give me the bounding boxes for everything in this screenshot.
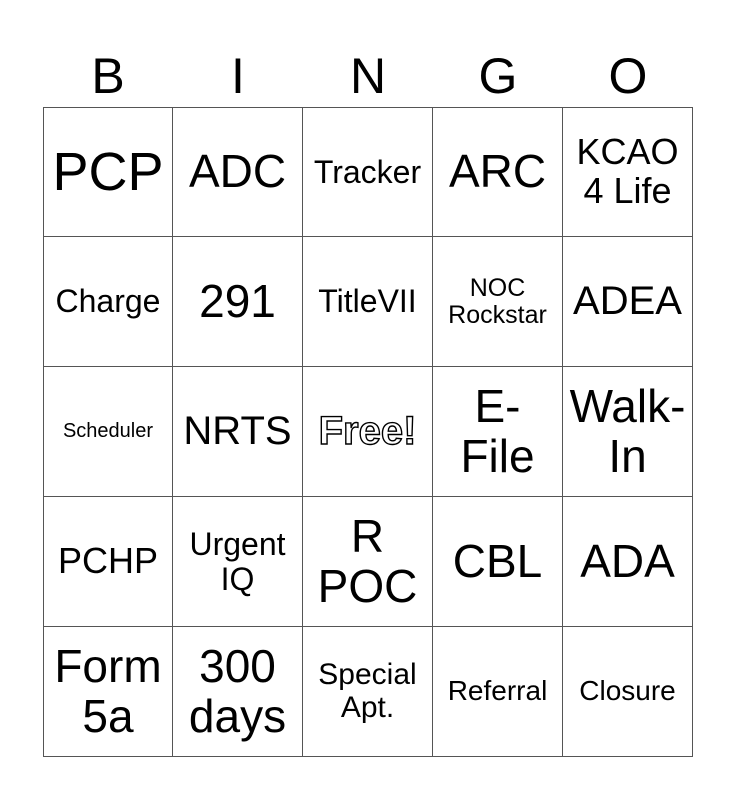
cell-special-apt[interactable] — [303, 627, 433, 757]
cell-cbl[interactable] — [433, 497, 563, 627]
header-letter-i: I — [231, 48, 245, 104]
cell-referral[interactable] — [433, 627, 563, 757]
cell-label: KCAO 4 Life — [576, 131, 679, 211]
cell-pchp[interactable] — [43, 497, 173, 627]
cell-label: R POC — [317, 509, 418, 612]
cell-titlevii[interactable] — [303, 237, 433, 367]
cell-label: CBL — [452, 534, 543, 587]
cell-label: NOC Rockstar — [448, 273, 547, 329]
cell-arc[interactable] — [433, 107, 563, 237]
bingo-board — [43, 107, 693, 757]
cell-label: Referral — [447, 675, 548, 707]
cell-pcp[interactable] — [43, 107, 173, 237]
cell-label: ADA — [580, 534, 675, 587]
cell-kcao-4-life[interactable] — [563, 107, 693, 237]
cell-label: ADEA — [573, 278, 682, 323]
cell-nrts[interactable] — [173, 367, 303, 497]
cell-label: E- File — [460, 379, 535, 482]
cell-noc-rockstar[interactable] — [433, 237, 563, 367]
cell-urgent-iq[interactable] — [173, 497, 303, 627]
cell-form-5a[interactable] — [43, 627, 173, 757]
cell-label: ADC — [188, 145, 287, 198]
cell-label: Scheduler — [62, 419, 154, 442]
cell-291[interactable] — [173, 237, 303, 367]
cell-label: PCP — [52, 141, 164, 202]
cell-label: Form 5a — [54, 639, 162, 742]
cell-scheduler[interactable] — [43, 367, 173, 497]
cell-label: NRTS — [183, 408, 292, 453]
cell-adea[interactable] — [563, 237, 693, 367]
cell-label: Urgent IQ — [189, 525, 286, 597]
header-letter-g: G — [478, 48, 518, 104]
cell-tracker[interactable] — [303, 107, 433, 237]
header-letter-o: O — [608, 48, 648, 104]
cell-label: Closure — [579, 675, 676, 707]
cell-label: 300 days — [188, 639, 287, 742]
bingo-header — [43, 44, 693, 108]
cell-r-poc[interactable] — [303, 497, 433, 627]
header-letter-n: N — [349, 48, 387, 104]
cell-adc[interactable] — [173, 107, 303, 237]
cell-label: Special Apt. — [318, 658, 417, 724]
header-letter-b: B — [91, 48, 125, 104]
cell-free[interactable] — [303, 367, 433, 497]
cell-ada[interactable] — [563, 497, 693, 627]
cell-label: Walk- In — [569, 379, 686, 482]
cell-label: 291 — [199, 274, 276, 327]
cell-label: PCHP — [57, 540, 159, 582]
cell-label: Tracker — [313, 153, 422, 190]
cell-charge[interactable] — [43, 237, 173, 367]
free-space-label: Free! — [318, 408, 417, 453]
cell-300-days[interactable] — [173, 627, 303, 757]
cell-closure[interactable] — [563, 627, 693, 757]
cell-label: ARC — [448, 145, 547, 198]
cell-walk-in[interactable] — [563, 367, 693, 497]
cell-label: Charge — [55, 283, 161, 320]
cell-label: TitleVII — [318, 283, 417, 320]
cell-e-file[interactable] — [433, 367, 563, 497]
